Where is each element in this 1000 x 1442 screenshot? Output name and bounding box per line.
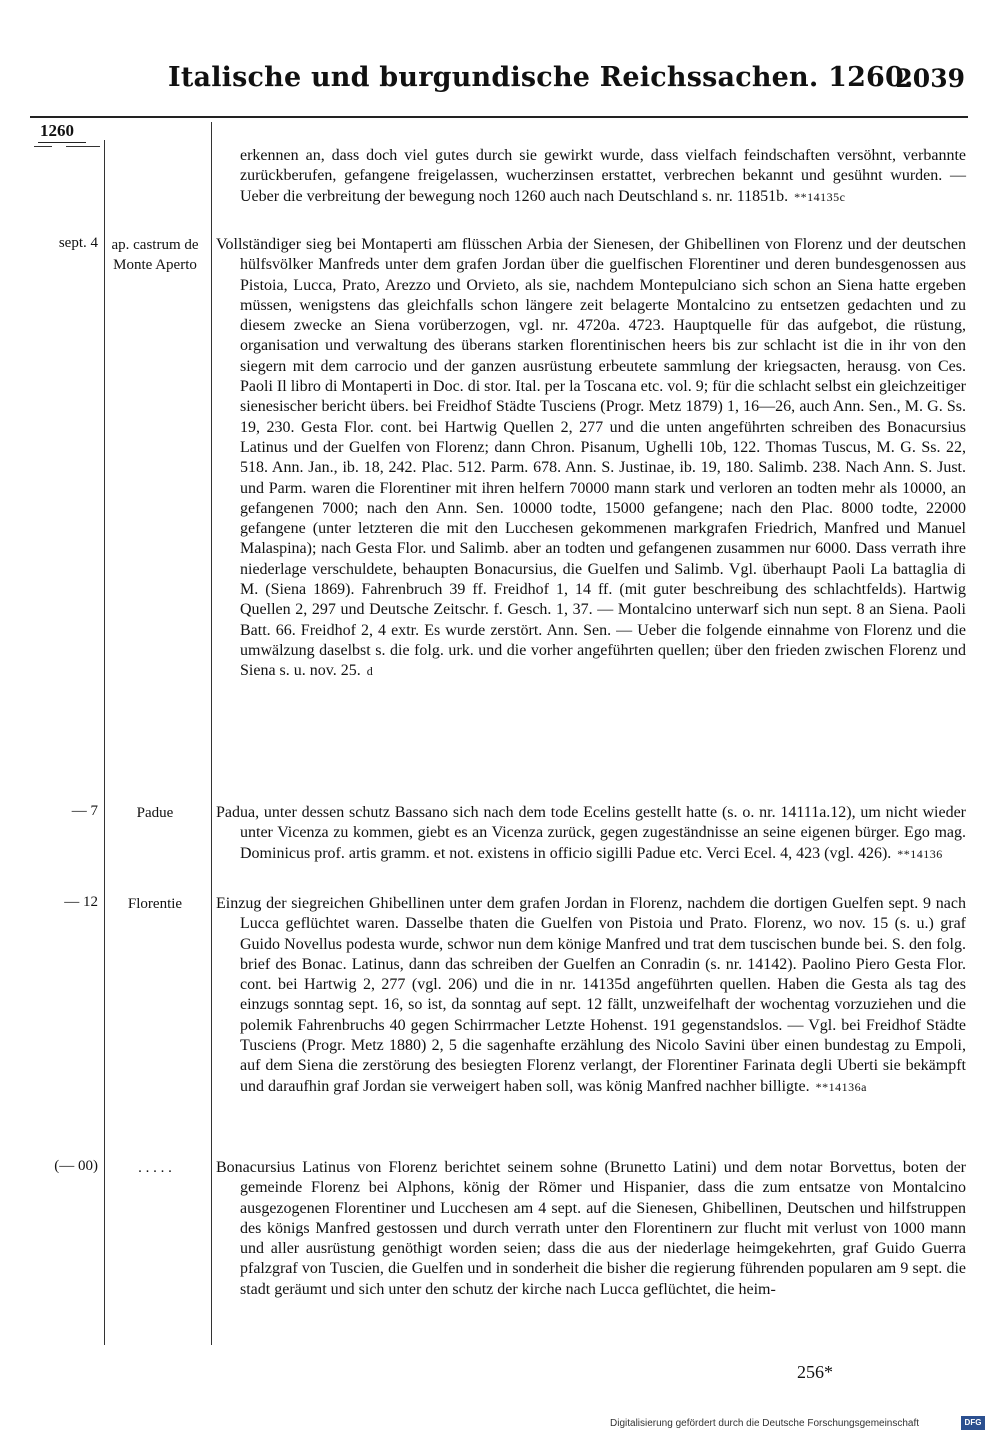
entry-date: — 12 xyxy=(64,894,98,910)
entry-body: Padua, unter dessen schutz Bassano sich nach dem tode Ecelins gestellt hatte (s. o. nr. 14111a.12), um nicht wieder unter Vicenza zu kommen, giebt es an Vicenza zurück, gegen zugeständnisse an seine eigenen bürger. Ego mag. Dominicus prof. artis gramm. et not. existens in officio sigilli Padue etc. Verci Ecel. 4, 423 (vgl. 426). xyxy=(216,804,966,862)
regesta-number: **14136a xyxy=(815,1079,867,1094)
entry-text xyxy=(216,803,966,864)
entry-date: (— 00) xyxy=(54,1158,98,1174)
entry-date: sept. 4 xyxy=(58,235,98,251)
entry-place: . . . . . xyxy=(138,1160,172,1176)
column-rule-right xyxy=(211,122,212,1345)
entry-text xyxy=(216,235,966,682)
page-number: 2039 xyxy=(895,64,965,93)
entry-date: — 7 xyxy=(71,803,98,819)
entry-body: Vollständiger sieg bei Montaperti am flüsschen Arbia der Sienesen, der Ghibellinen von Florenz und der deutschen hülfsvölker Manfreds unter dem grafen Jordan über die guelfischen Florentiner und deren bundesgenossen aus Pistoia, Lucca, Prato, Arezzo und Orvieto, als sie, nachdem Montepulciano sich schon an Siena hatte ergeben müssen, wenigstens das gleichfalls schon längere zeit belagerte Montalcino zu entsetzen gedachten und zu diesem zwecke an Siena vorüberzogen, vgl. nr. 4720a. 4723. Hauptquelle für das aufgebot, die rüstung, organisation und verwaltung des überans starken florentinischen heers bis zur schlacht ist die in ihr von den siegern mit dem carrocio und der ganzen ausrüstung erbeutete sammlung der kriegsacten, herausg. von Ces. Paoli Il libro di Montaperti in Doc. di stor. Ital. per la Toscana etc. vol. 9; für die schlacht selbst ein gleichzeitiger sienesischer bericht übers. bei Freidhof Städte Tusciens (Progr. Metz 1879) 1, 16—26, auch Ann. Sen., M. G. Ss. 19, 230. Gesta Flor. cont. bei Hartwig Quellen 2, 277 und die unten angeführten schreiben des Bonacursius Latinus und der Guelfen von Florenz; dann Chron. Pisanum, Ughelli 10b, 122. Thomas Tuscus, M. G. Ss. 22, 518. Ann. Jan., ib. 18, 242. Plac. 512. Parm. 678. Ann. S. Justinae, ib. 19, 180. Salimb. 238. Nach Ann. S. Just. und Parm. waren die Florentiner mit ihren helfern 70000 mann stark und verloren an todten mehr als 10000, an gefangenen 7000; nach den Ann. Sen. 10000 todte, 15000 gefangene; nach den Plac. 8000 todte, 22000 gefangene (unter letzteren die mit den Lucchesen gekommenen markgrafen Friedrich, Manfred und Manuel Malaspina); nach Gesta Flor. und Salimb. aber an todten und gefangenen zusammen nur 6000. Dass verrath ihre niederlage verschuldete, behaupten Bonacursius, die Guelfen und Salimb. Vgl. überhaupt Paoli La battaglia di M. (Siena 1869). Fahrenbruch 39 ff. Freidhof 1, 14 ff. (mit guter beschreibung des schlachtfelds). Hartwig Quellen 2, 297 und Deutsche Zeitschr. f. Gesch. 1, 37. — Montalcino unterwarf sich nun sept. 8 an Siena. Paoli Batt. 66. Freidhof 2, 4 extr. Es wurde zerstört. Ann. Sen. — Ueber die folgende einnahme von Florenz und die umwälzung daselbst s. die folg. urk. und die vorher angeführten quellen; über den frieden zwischen Florenz und Siena s. u. nov. 25. xyxy=(216,236,966,680)
entry-place: Florentie xyxy=(127,896,183,912)
digitization-credit: Digitalisierung gefördert durch die Deutsche Forschungsgemeinschaft xyxy=(610,1418,920,1429)
page-title: Italische und burgundische Reichssachen. 1260. xyxy=(168,62,914,93)
regesta-number: **14136 xyxy=(897,846,943,861)
entry-body: Einzug der siegreichen Ghibellinen unter dem grafen Jordan in Florenz, nachdem die dortigen Guelfen sept. 9 nach Lucca geflüchtet waren. Dasselbe thaten die Guelfen von Pistoia und Prato. Florenz, wo nov. 15 (s. u.) graf Guido Novellus podesta wurde, schwor nun dem könige Manfred und trat dem tuscischen bunde bei. S. den folg. brief des Bonac. Latinus, dann das schreiben der Guelfen an Conradin (s. nr. 14142). Paolino Piero Gesta Flor. cont. bei Hartwig 2, 277 (vgl. 206) und die in nr. 14135d angeführten quellen. Haben die Gesta als tag des einzugs sonntag sept. 16, so ist, da sonntag auf sept. 12 fällt, unzweifelhaft der wochentag vorzuziehen und die polemik Fahrenbruchs 40 gegen Schirrmacher Letzte Hohenst. 191 gegenstandslos. — Vgl. bei Freidhof Städte Tusciens (Progr. Metz 1880) 2, 5 die sagenhafte erzählung des Nicolo Savini über einen bundestag zu Empoli, auf dem Siena die zerstörung des besiegten Florenz verlangt, der Florentiner Farinata degli Uberti sie bekämpft und daraufhin graf Jordan sie verweigert haben soll, was könig Manfred nachher billigte. xyxy=(216,895,966,1095)
header-rule xyxy=(30,116,968,118)
entry-text xyxy=(216,894,966,1097)
dfg-logo: DFG xyxy=(961,1416,985,1430)
entry-body: Bonacursius Latinus von Florenz berichtet seinem sohne (Brunetto Latini) und dem notar Borvettus, boten der gemeinde Florenz bei Alphons, könig der Römer und Hispanier, dass die zum entsatze von Montalcino ausgezogenen Florentiner und Lucchesen am 4 sept. auf die Sienesen, Ghibellinen, Deutschen und hilfstruppen des königs Manfred gestossen und durch verrath unter den Florentinern zur flucht mit verlust von 1000 mann und aller ausrüstung genöthigt worden seien; dass die aus der niederlage heimgekehrten, graf Guido Guerra pfalzgraf von Tuscien, die Guelfen und in sonderheit die bisher die regierung führenden popularen am 9 sept. die stadt geräumt und sich unter den schutz der kirche nach Lucca geflüchtet, die heim- xyxy=(216,1159,966,1298)
entry-place: ap. castrum de Monte Aperto xyxy=(111,237,199,273)
regesta-number: d xyxy=(366,664,374,679)
entry-body: erkennen an, dass doch viel gutes durch sie gewirkt wurde, dass vielfach feindschaften versöhnt, verbannte zurückberufen, gefangene freigelassen, wucherzinsen erstattet, verbrechen bekannt und gesühnt wurden. — Ueber die verbreitung der bewegung noch 1260 auch nach Deutschland s. nr. 11851b. xyxy=(240,147,966,205)
running-header xyxy=(0,62,1000,102)
entry-place: Padue xyxy=(136,805,174,821)
year-underline xyxy=(38,142,86,143)
entry-text xyxy=(240,146,966,207)
signature-mark: 256* xyxy=(797,1362,833,1382)
entry-text xyxy=(216,1158,966,1300)
regesta-number: **14135c xyxy=(794,189,846,204)
dash-mark xyxy=(66,146,100,147)
year-heading: 1260 xyxy=(40,121,74,140)
dash-mark xyxy=(34,146,52,147)
